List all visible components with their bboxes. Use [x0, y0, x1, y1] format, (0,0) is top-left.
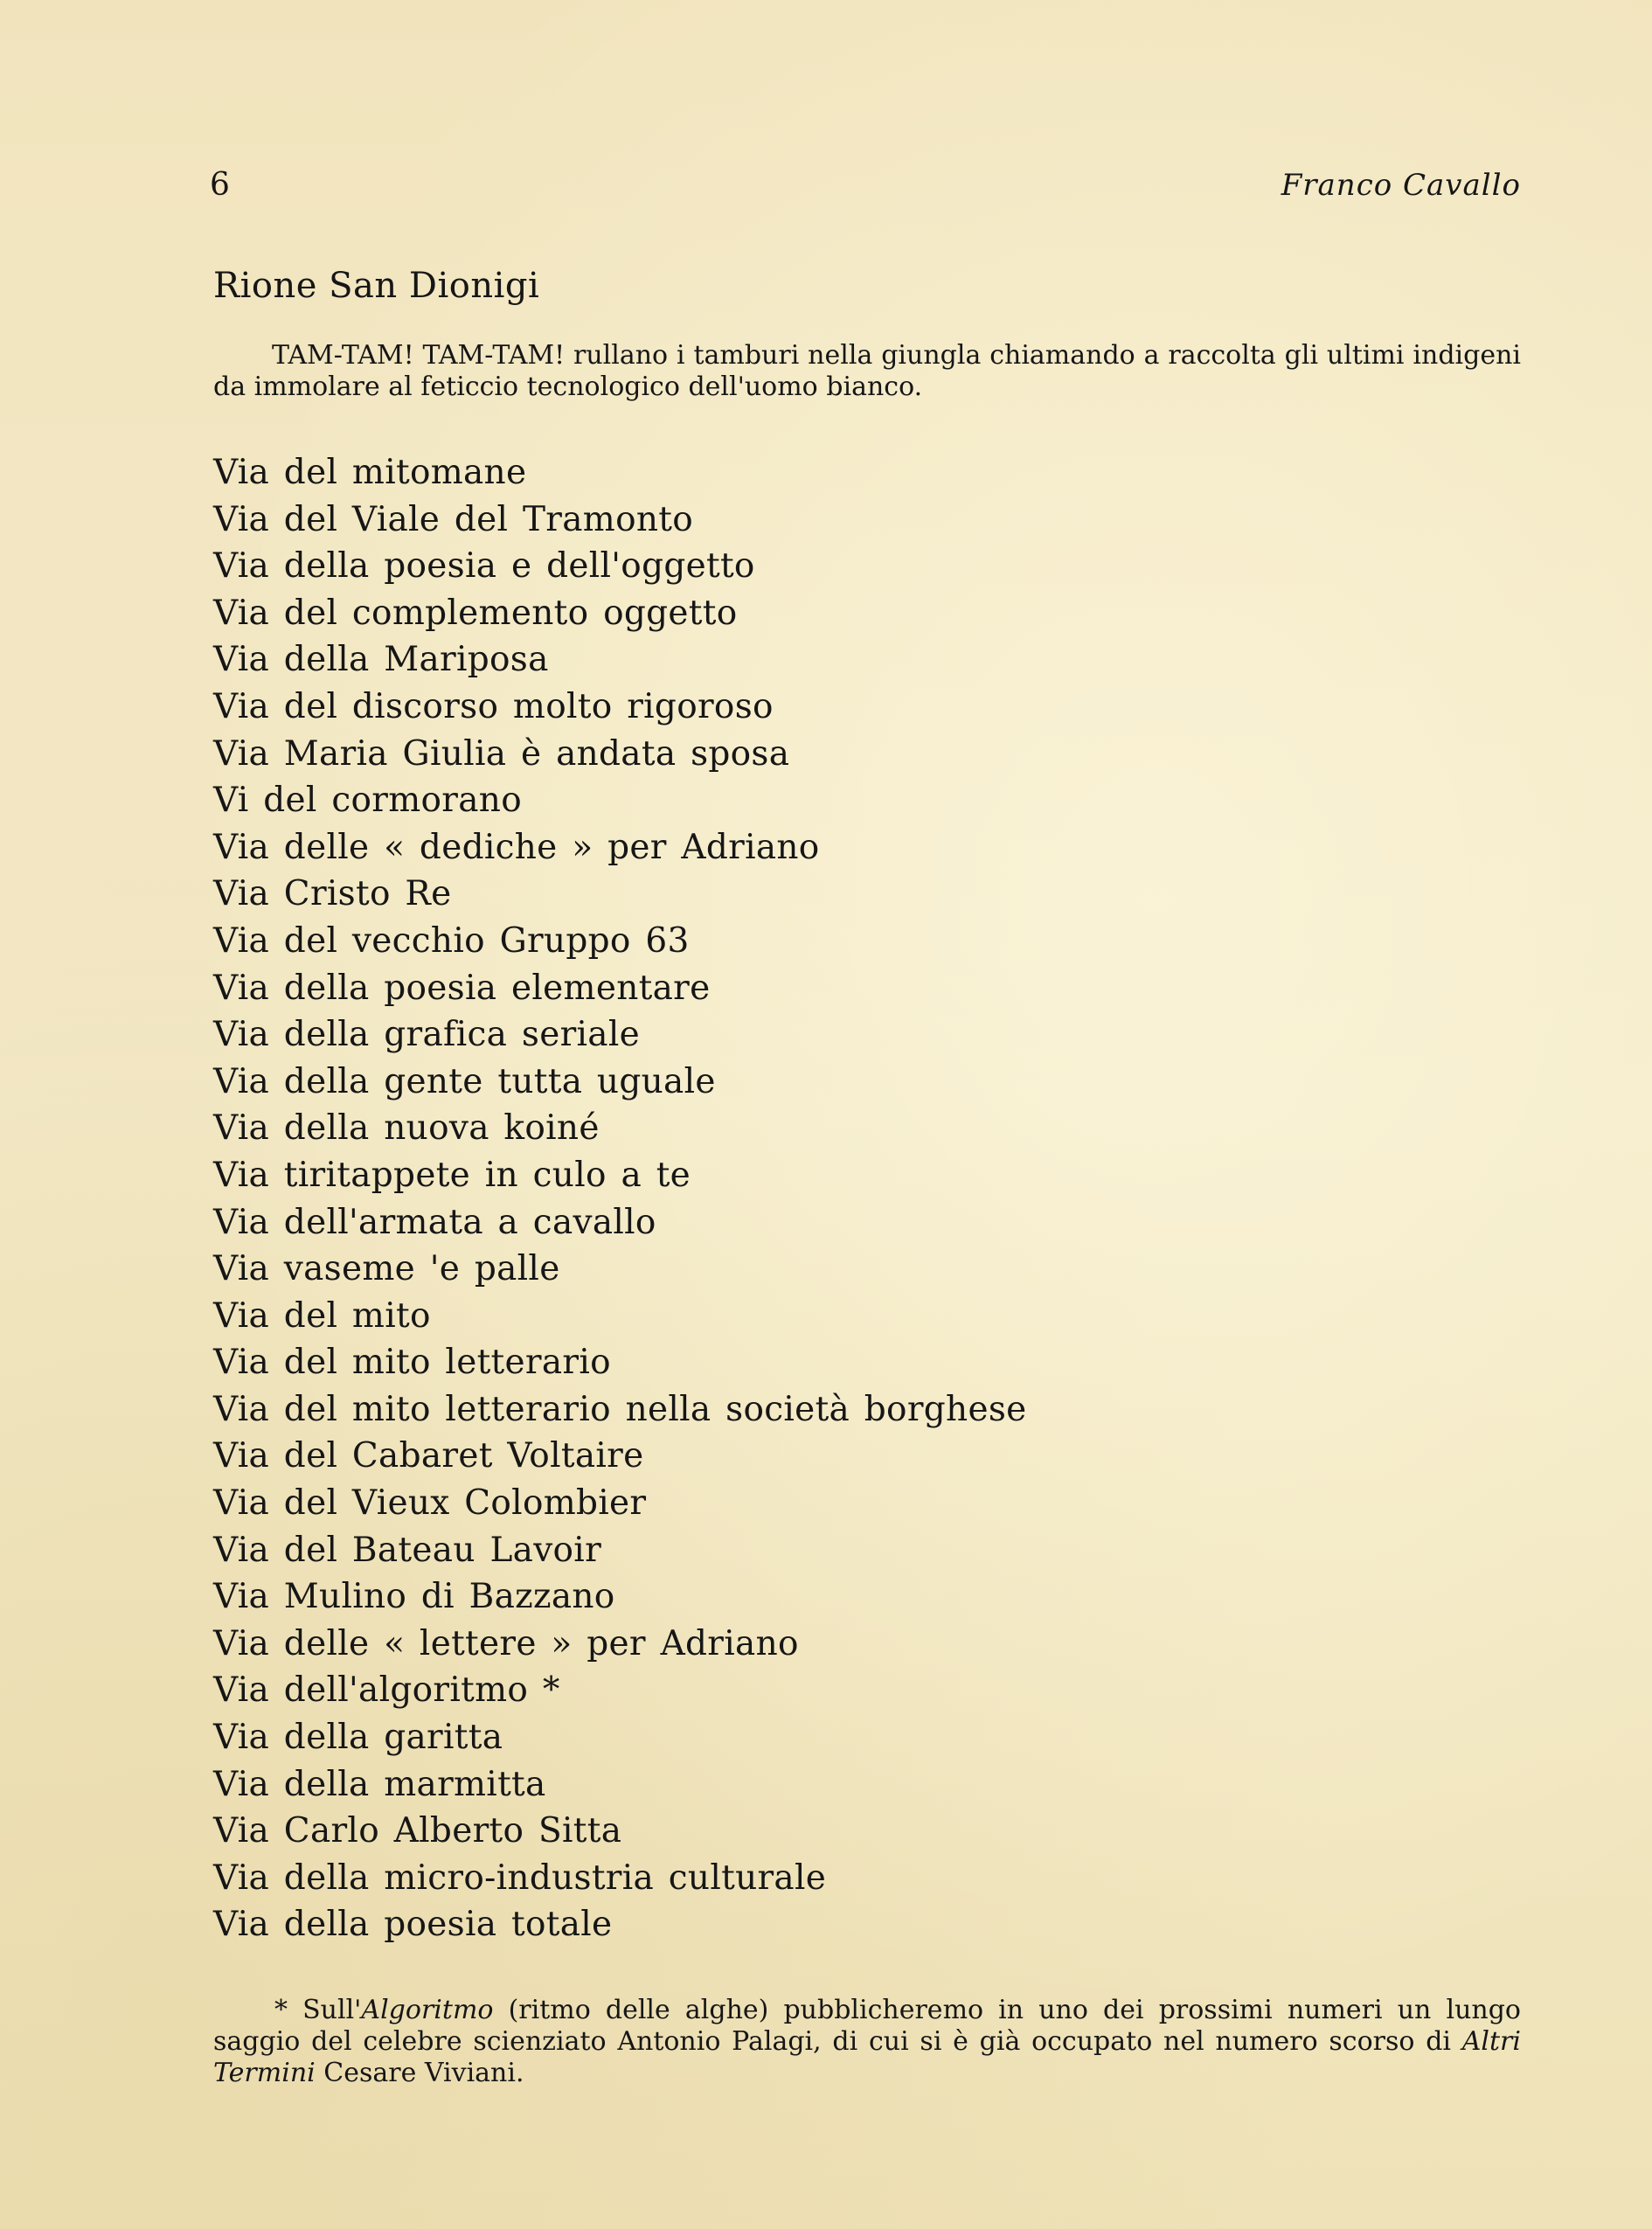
footnote-italic-algoritmo: Algoritmo	[361, 1995, 494, 2025]
poem-body	[213, 449, 1350, 1948]
poem-line: Via del discorso molto rigoroso	[213, 686, 774, 726]
poem-line: Via del mito letterario nella società borghese	[213, 1389, 1027, 1429]
poem-line: Via Cristo Re	[213, 874, 452, 914]
poem-line: Via tiritappete in culo a te	[213, 1155, 691, 1195]
footnote-text: (ritmo delle alghe) pubblicheremo in uno dei prossimi numeri un lungo saggio del celebre scienziato Antonio Palagi, di cui si è già occupato nel numero scorso di	[213, 1995, 1521, 2057]
poem-line: Via del Viale del Tramonto	[213, 499, 694, 539]
poem-line: Via vaseme 'e palle	[213, 1249, 560, 1289]
poem-line: Via della garitta	[213, 1718, 503, 1758]
footnote-italic-journal: Altri Termini	[213, 2026, 1521, 2088]
poem-line: Via delle « lettere » per Adriano	[213, 1623, 799, 1663]
poem-line: Via Mulino di Bazzano	[213, 1577, 615, 1617]
poem-line: Via della poesia e dell'oggetto	[213, 546, 755, 587]
poem-line: Via dell'algoritmo *	[213, 1670, 560, 1711]
poem-line: Via Carlo Alberto Sitta	[213, 1811, 622, 1851]
poem-line: Via della poesia elementare	[213, 968, 711, 1008]
page-number: 6	[210, 167, 230, 203]
poem-line: Via dell'armata a cavallo	[213, 1202, 656, 1242]
running-head-author: Franco Cavallo	[1281, 168, 1521, 203]
poem-line: Via del Cabaret Voltaire	[213, 1436, 644, 1476]
poem-line: Via della nuova koiné	[213, 1108, 600, 1149]
poem-line: Via del mitomane	[213, 453, 527, 492]
poem-line: Via del complemento oggetto	[213, 593, 738, 633]
poem-line: Via della Mariposa	[213, 640, 549, 680]
poem-line: Via del vecchio Gruppo 63	[213, 920, 690, 961]
poem-line: Via della marmitta	[213, 1764, 546, 1804]
poem-line: Vi del cormorano	[213, 781, 522, 821]
epigraph: TAM-TAM! TAM-TAM! rullano i tamburi nella giungla chiamando a raccolta gli ultimi indigeni da immolare al feticcio tecnologico dell'uomo bianco.	[213, 340, 1521, 402]
poem-line: Via della gente tutta uguale	[213, 1061, 716, 1101]
poem-line: Via del Bateau Lavoir	[213, 1530, 602, 1570]
poem-line: Via del mito letterario	[213, 1343, 611, 1383]
poem-line: Via della poesia totale	[213, 1905, 613, 1945]
poem-line: Via della micro-industria culturale	[213, 1858, 827, 1898]
poem-line: Via del Vieux Colombier	[213, 1483, 647, 1524]
running-header	[210, 164, 1521, 208]
footnote	[213, 1995, 1521, 2089]
footnote-marker: * Sull'	[274, 1995, 362, 2025]
poem-line: Via della grafica seriale	[213, 1015, 641, 1055]
poem-line: Via delle « dediche » per Adriano	[213, 827, 820, 867]
footnote-text-end: Cesare Viviani.	[315, 2058, 524, 2088]
poem-line: Via Maria Giulia è andata sposa	[213, 733, 790, 774]
poem-line: Via del mito	[213, 1295, 431, 1336]
poem-title: Rione San Dionigi	[213, 266, 540, 306]
